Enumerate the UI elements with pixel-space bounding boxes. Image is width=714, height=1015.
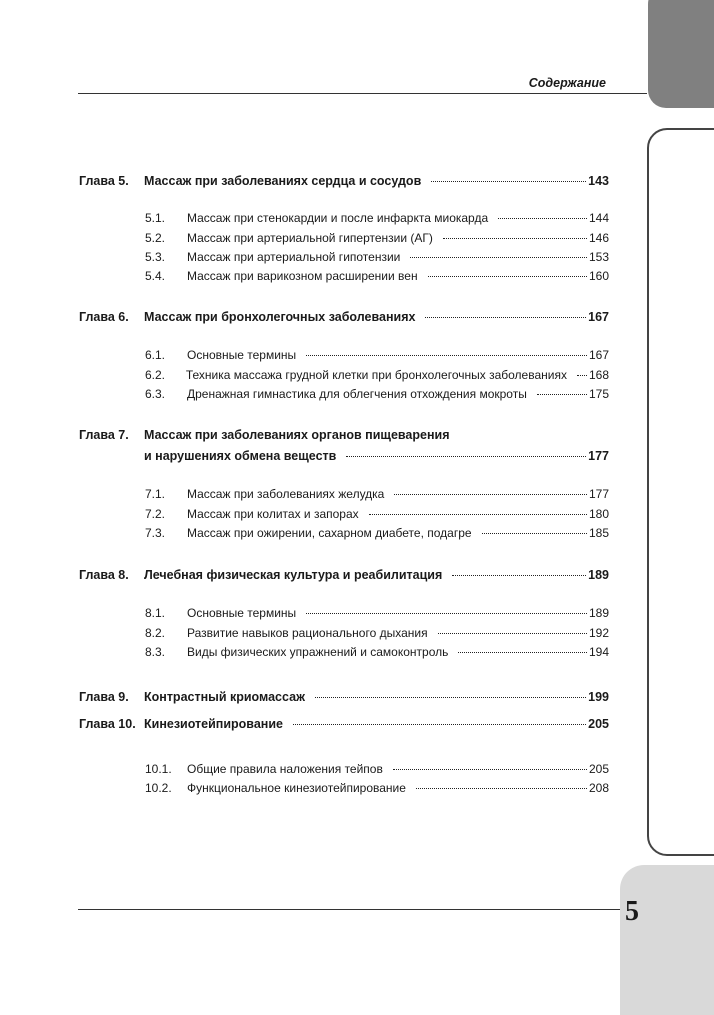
section-title: Развитие навыков рационального дыхания (187, 626, 428, 640)
dot-leader (315, 697, 586, 698)
chapter-number: Глава 10. (79, 717, 136, 731)
page-ref: 185 (588, 526, 609, 540)
section-number: 5.3. (145, 250, 166, 264)
chapter-number: Глава 6. (79, 310, 129, 324)
toc-chapter-8[interactable] (79, 568, 609, 582)
toc-section-8-3[interactable] (145, 645, 609, 659)
toc-section-7-3[interactable] (145, 526, 609, 540)
toc-chapter-5[interactable] (79, 174, 609, 188)
section-number: 6.3. (145, 387, 166, 401)
section-title: Техника массажа грудной клетки при бронхолегочных заболеваниях (185, 368, 567, 382)
dot-leader (293, 724, 586, 725)
toc-chapter-9[interactable] (79, 690, 609, 704)
dot-leader (452, 575, 586, 576)
page-ref: 153 (588, 250, 609, 264)
section-number: 6.2. (145, 368, 166, 382)
toc-section-5-2[interactable] (145, 231, 609, 245)
section-number: 5.1. (145, 211, 166, 225)
dot-leader (428, 276, 587, 277)
toc-chapter-6[interactable] (79, 310, 609, 324)
page-ref: 167 (588, 348, 609, 362)
page-ref: 192 (588, 626, 609, 640)
dot-leader (393, 769, 587, 770)
page-number: 5 (625, 896, 639, 927)
chapter-title: Кинезиотейпирование (144, 717, 283, 731)
footer-rule (78, 909, 620, 910)
toc-section-7-2[interactable] (145, 507, 609, 521)
page-ref: 177 (588, 487, 609, 501)
toc-chapter-7[interactable] (79, 428, 609, 442)
page-ref: 189 (588, 606, 609, 620)
chapter-title: Массаж при бронхолегочных заболеваниях (144, 310, 416, 324)
page-ref: 180 (588, 507, 609, 521)
running-header-title: Содержание (528, 76, 606, 90)
toc-section-10-2[interactable] (145, 781, 609, 795)
toc-section-7-1[interactable] (145, 487, 609, 501)
section-title: Виды физических упражнений и самоконтроль (187, 645, 449, 659)
page-ref: 199 (588, 690, 609, 704)
dot-leader (537, 394, 587, 395)
section-number: 8.1. (145, 606, 166, 620)
section-number: 10.2. (145, 781, 172, 795)
toc-section-8-2[interactable] (145, 626, 609, 640)
chapter-number: Глава 8. (79, 568, 129, 582)
dot-leader (425, 317, 586, 318)
section-number: 8.2. (145, 626, 166, 640)
toc-section-6-2[interactable] (145, 368, 609, 382)
section-title: Массаж при варикозном расширении вен (187, 269, 418, 283)
page-ref: 160 (588, 269, 609, 283)
toc-section-5-4[interactable] (145, 269, 609, 283)
dot-leader (577, 375, 587, 376)
chapter-title: Контрастный криомассаж (144, 690, 305, 704)
page-ref: 144 (588, 211, 609, 225)
page-ref: 167 (588, 310, 609, 324)
page-ref: 208 (588, 781, 609, 795)
section-number: 5.2. (145, 231, 166, 245)
section-title: Основные термины (187, 348, 297, 362)
dot-leader (482, 533, 587, 534)
section-title: Массаж при ожирении, сахарном диабете, подагре (187, 526, 472, 540)
section-number: 5.4. (145, 269, 166, 283)
page-ref: 177 (588, 449, 609, 463)
section-title: Дренажная гимнастика для облегчения отхождения мокроты (187, 387, 527, 401)
dot-leader (438, 633, 587, 634)
toc-chapter-10[interactable] (79, 717, 609, 731)
toc-section-8-1[interactable] (145, 606, 609, 620)
page-ref: 189 (588, 568, 609, 582)
section-number: 7.2. (145, 507, 166, 521)
chapter-number: Глава 9. (79, 690, 129, 704)
section-title: Массаж при колитах и запорах (187, 507, 359, 521)
side-thumb-tab (647, 128, 714, 856)
chapter-number: Глава 7. (79, 428, 129, 442)
section-number: 7.3. (145, 526, 166, 540)
dot-leader (416, 788, 587, 789)
page-ref: 194 (588, 645, 609, 659)
dot-leader (394, 494, 587, 495)
section-number: 6.1. (145, 348, 166, 362)
page-ref: 205 (588, 717, 609, 731)
section-number: 7.1. (145, 487, 166, 501)
section-title: Общие правила наложения тейпов (187, 762, 383, 776)
toc-section-10-1[interactable] (145, 762, 609, 776)
page-ref: 168 (588, 368, 609, 382)
toc-section-5-1[interactable] (145, 211, 609, 225)
chapter-title-line1: Массаж при заболеваниях органов пищеварения (144, 428, 450, 442)
page-number-tab (620, 865, 714, 1015)
page-ref: 175 (588, 387, 609, 401)
dot-leader (498, 218, 587, 219)
chapter-title-line2: и нарушениях обмена веществ (144, 449, 337, 463)
section-number: 10.1. (145, 762, 172, 776)
chapter-title: Массаж при заболеваниях сердца и сосудов (144, 174, 422, 188)
page-ref: 146 (588, 231, 609, 245)
toc-section-6-3[interactable] (145, 387, 609, 401)
page-ref: 143 (588, 174, 609, 188)
section-title: Функциональное кинезиотейпирование (187, 781, 406, 795)
chapter-number: Глава 5. (79, 174, 129, 188)
chapter-title: Лечебная физическая культура и реабилитация (144, 568, 443, 582)
page-ref: 205 (588, 762, 609, 776)
header-rule (78, 93, 647, 94)
section-title: Массаж при артериальной гипотензии (187, 250, 401, 264)
section-title: Массаж при артериальной гипертензии (АГ) (187, 231, 433, 245)
dot-leader (443, 238, 587, 239)
dot-leader (458, 652, 587, 653)
dot-leader (369, 514, 587, 515)
dot-leader (306, 613, 587, 614)
toc-section-6-1[interactable] (145, 348, 609, 362)
top-thumb-tab (648, 0, 714, 108)
section-title: Массаж при стенокардии и после инфаркта миокарда (187, 211, 489, 225)
toc-chapter-7-continued[interactable] (79, 449, 609, 463)
dot-leader (431, 181, 586, 182)
section-title: Основные термины (187, 606, 297, 620)
dot-leader (346, 456, 586, 457)
section-title: Массаж при заболеваниях желудка (187, 487, 385, 501)
toc-section-5-3[interactable] (145, 250, 609, 264)
section-number: 8.3. (145, 645, 166, 659)
dot-leader (410, 257, 587, 258)
dot-leader (306, 355, 587, 356)
